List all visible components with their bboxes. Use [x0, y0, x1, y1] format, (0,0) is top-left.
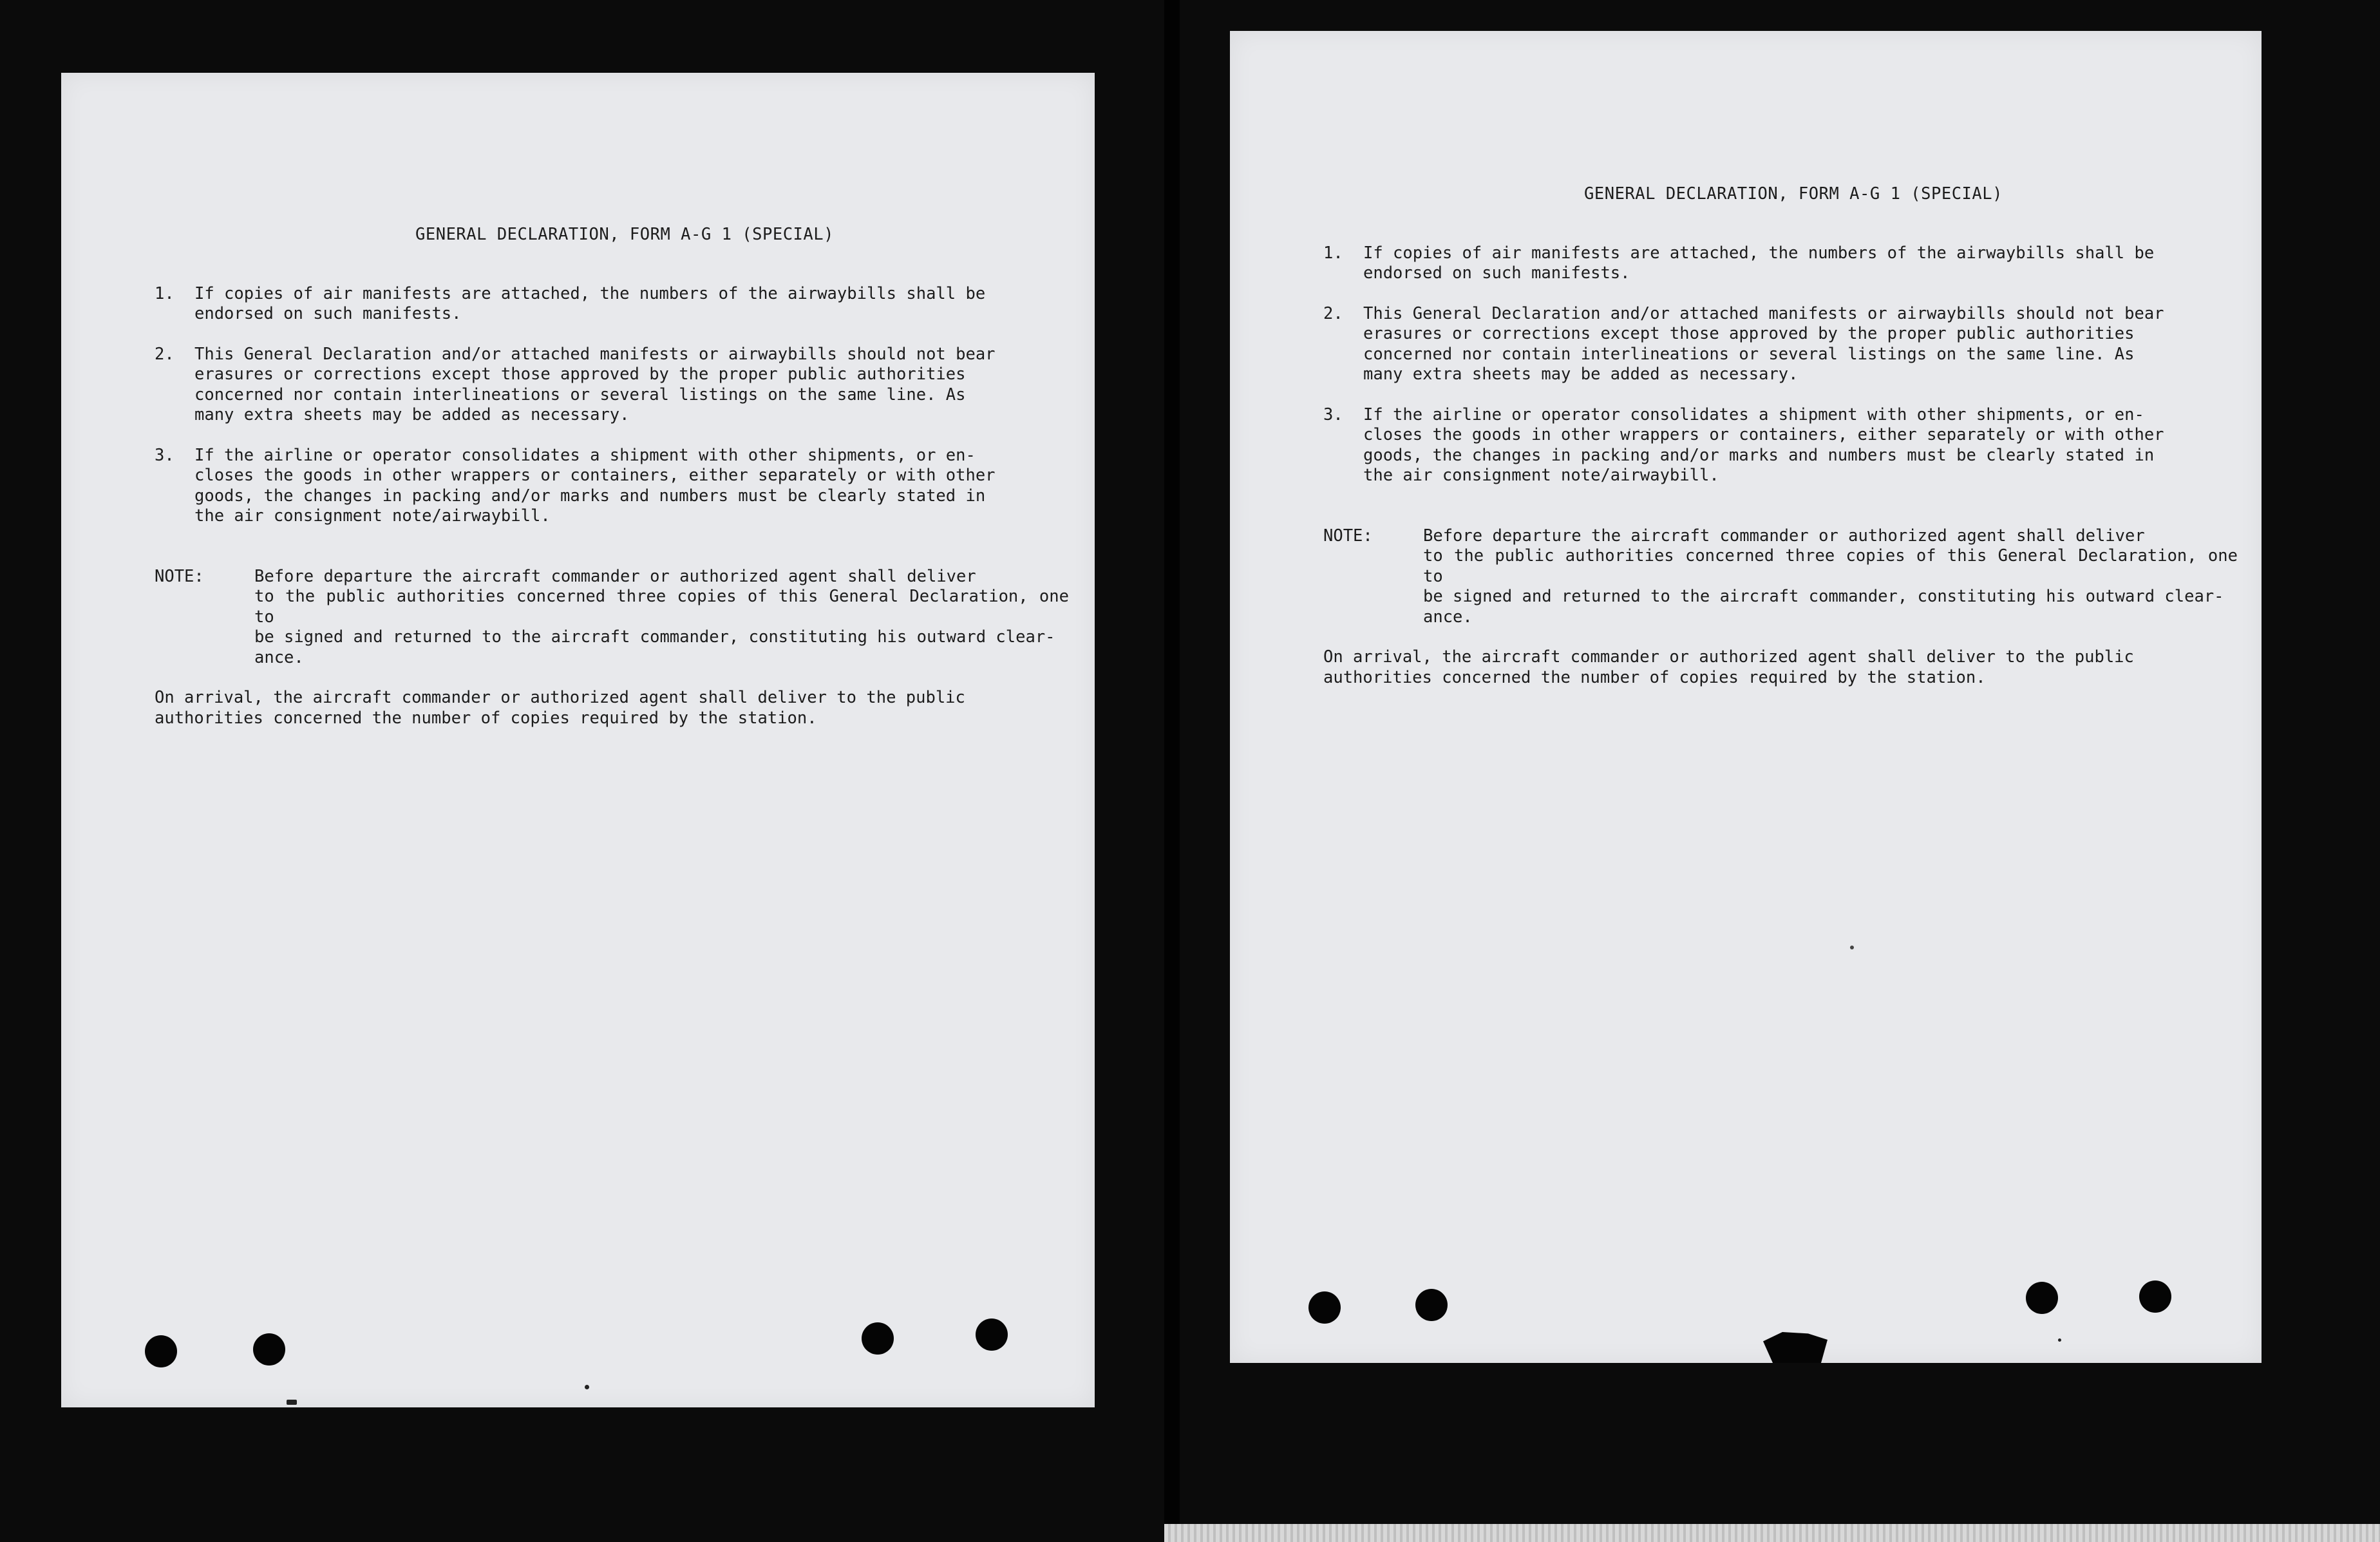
arrival-paragraph: On arrival, the aircraft commander or authorized agent shall deliver to the public authorities concerned the number of copies required by the station. — [1323, 647, 2134, 687]
right-page-text — [1323, 184, 2238, 688]
instruction-item-1 — [1323, 243, 2238, 284]
instruction-item-2 — [155, 345, 1069, 426]
item-number: 1. — [1323, 243, 1343, 263]
punch-hole — [1308, 1291, 1341, 1324]
scan-speck — [1850, 946, 1854, 949]
item-text: If the airline or operator consolidates a shipment with other shipments, or en- closes the goods in other wrappers or containers, either separately or with other goods, the changes in packing and/or marks and numbers must be clearly stated in the air consignment note/airwaybill. — [1363, 405, 2164, 485]
punch-hole — [2139, 1280, 2171, 1313]
note-paragraph — [155, 567, 1069, 669]
right-page — [1230, 31, 2262, 1363]
left-page-text — [155, 225, 1069, 728]
note-label: NOTE: — [155, 566, 204, 586]
instruction-item-2 — [1323, 304, 2238, 385]
item-text: If copies of air manifests are attached, the numbers of the airwaybills shall be endorsed on such manifests. — [194, 283, 986, 323]
item-number: 3. — [155, 445, 175, 465]
scan-speck — [585, 1385, 589, 1389]
item-text: This General Declaration and/or attached manifests or airwaybills should not bear erasures or corrections except those approved by the proper public authorities concerned nor contain interlineations or several listings on the same line. As many extra sheets may be added as necessary. — [1363, 303, 2164, 384]
punch-hole — [2026, 1282, 2058, 1314]
note-text: Before departure the aircraft commander or authorized agent shall deliver to the public authorities concerned three copies of this General Declaration, one to be signed and returned to the aircraft commander, constituting his outward clear- ance. — [254, 566, 1069, 667]
scan-speck — [2058, 1338, 2061, 1342]
punch-hole — [253, 1333, 285, 1366]
instruction-item-3 — [155, 446, 1069, 527]
instruction-item-1 — [155, 284, 1069, 325]
form-title: GENERAL DECLARATION, FORM A-G 1 (SPECIAL) — [415, 225, 834, 244]
scan-speck — [287, 1400, 297, 1405]
punch-hole — [1415, 1289, 1448, 1321]
left-page — [61, 73, 1095, 1407]
item-number: 3. — [1323, 405, 1343, 424]
item-text: If copies of air manifests are attached, the numbers of the airwaybills shall be endorsed on such manifests. — [1363, 243, 2155, 283]
arrival-paragraph: On arrival, the aircraft commander or authorized agent shall deliver to the public authorities concerned the number of copies required by the station. — [155, 688, 965, 728]
item-text: This General Declaration and/or attached manifests or airwaybills should not bear erasures or corrections except those approved by the proper public authorities concerned nor contain interlineations or several listings on the same line. As many extra sheets may be added as necessary. — [194, 344, 996, 424]
item-number: 2. — [155, 344, 175, 364]
punch-hole — [862, 1322, 894, 1355]
item-text: If the airline or operator consolidates a shipment with other shipments, or en- closes the goods in other wrappers or containers, either separately or with other goods, the changes in packing and/or marks and numbers must be clearly stated in the air consignment note/airwaybill. — [194, 445, 996, 526]
adjacent-page-edge — [1164, 1524, 2380, 1542]
note-paragraph — [1323, 526, 2238, 628]
item-number: 2. — [1323, 303, 1343, 323]
punch-hole — [145, 1335, 177, 1367]
instruction-item-3 — [1323, 405, 2238, 486]
punch-hole — [976, 1318, 1008, 1351]
item-number: 1. — [155, 283, 175, 303]
page-gutter — [1164, 0, 1180, 1542]
note-label: NOTE: — [1323, 526, 1373, 546]
form-title: GENERAL DECLARATION, FORM A-G 1 (SPECIAL) — [1584, 184, 2003, 204]
note-text: Before departure the aircraft commander or authorized agent shall deliver to the public authorities concerned three copies of this General Declaration, one to be signed and returned to the aircraft commander, constituting his outward clear- ance. — [1423, 526, 2238, 627]
